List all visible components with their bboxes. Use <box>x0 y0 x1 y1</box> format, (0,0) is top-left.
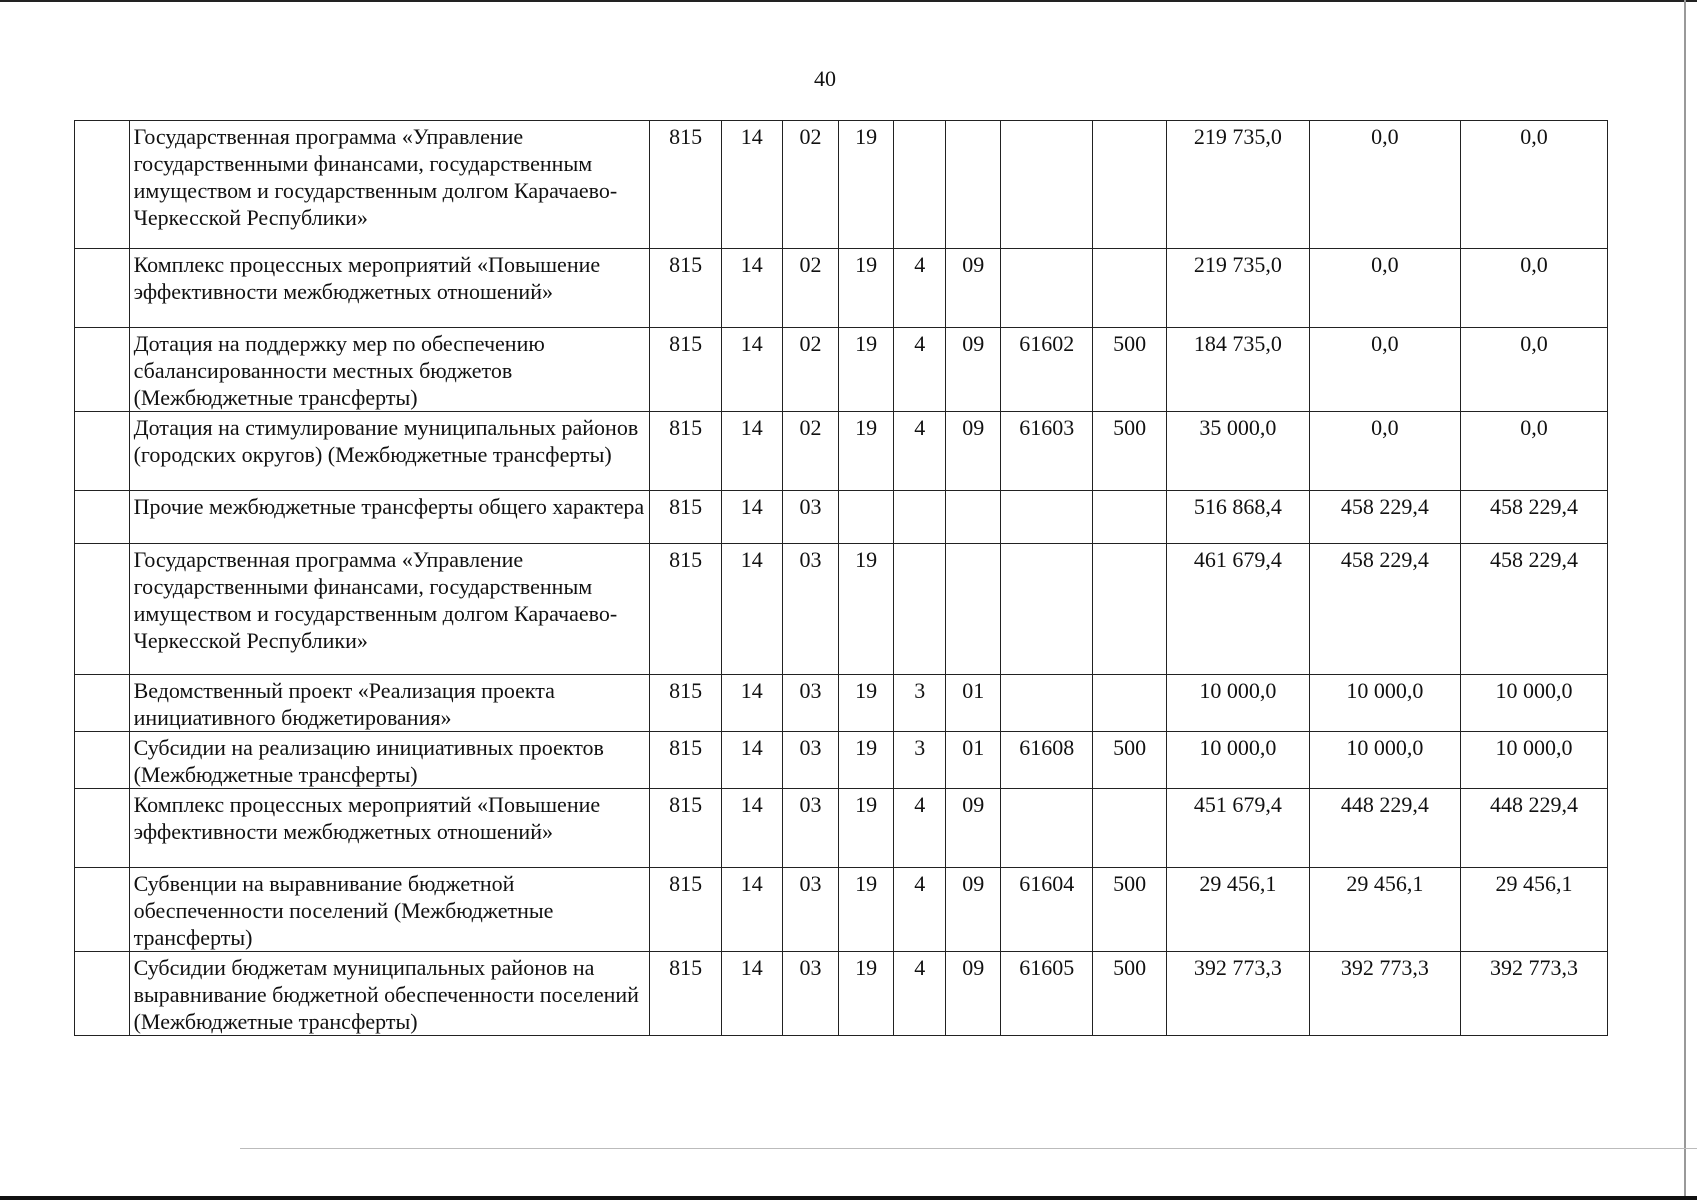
amount-year-3-cell: 29 456,1 <box>1460 868 1607 952</box>
amount-year-1-cell: 35 000,0 <box>1166 412 1309 491</box>
table-row <box>75 491 1608 544</box>
table-row <box>75 412 1608 491</box>
table-row <box>75 544 1608 675</box>
direction-code-cell <box>1001 789 1093 868</box>
subsection-code-cell: 03 <box>782 952 839 1036</box>
direction-code-cell <box>1001 491 1093 544</box>
subsection-code-cell: 03 <box>782 544 839 675</box>
amount-year-3-cell: 448 229,4 <box>1460 789 1607 868</box>
subsection-code-cell: 03 <box>782 675 839 732</box>
subsection-code-cell: 02 <box>782 121 839 249</box>
expense-type-code-cell: 500 <box>1093 952 1167 1036</box>
item-name-cell: Субсидии на реализацию инициативных проектов (Межбюджетные трансферты) <box>129 732 650 789</box>
section-code-cell: 14 <box>721 121 782 249</box>
direction-code-cell <box>1001 544 1093 675</box>
expense-type-code-cell <box>1093 544 1167 675</box>
activity-code-cell: 09 <box>946 868 1001 952</box>
row-number-cell <box>75 868 130 952</box>
amount-year-3-cell: 0,0 <box>1460 412 1607 491</box>
section-code-cell: 14 <box>721 328 782 412</box>
item-name-cell: Государственная программа «Управление государственными финансами, государственным имуществом и государственным долгом Карачаево-Черкесской Республики» <box>129 544 650 675</box>
activity-code-cell: 09 <box>946 412 1001 491</box>
activity-code-cell: 09 <box>946 952 1001 1036</box>
program-code-cell: 19 <box>839 249 894 328</box>
footer-faint-line <box>240 1148 1697 1149</box>
item-name-cell: Комплекс процессных мероприятий «Повышение эффективности межбюджетных отношений» <box>129 789 650 868</box>
activity-code-cell: 09 <box>946 789 1001 868</box>
item-name-cell: Прочие межбюджетные трансферты общего характера <box>129 491 650 544</box>
gr-code-cell: 815 <box>650 789 721 868</box>
expense-type-code-cell <box>1093 675 1167 732</box>
amount-year-3-cell: 0,0 <box>1460 249 1607 328</box>
subprogram-code-cell <box>893 121 945 249</box>
row-number-cell <box>75 491 130 544</box>
amount-year-2-cell: 0,0 <box>1309 328 1460 412</box>
program-code-cell: 19 <box>839 412 894 491</box>
amount-year-2-cell: 10 000,0 <box>1309 732 1460 789</box>
table-body <box>75 121 1608 1036</box>
direction-code-cell <box>1001 249 1093 328</box>
amount-year-1-cell: 29 456,1 <box>1166 868 1309 952</box>
section-code-cell: 14 <box>721 732 782 789</box>
amount-year-1-cell: 451 679,4 <box>1166 789 1309 868</box>
top-border-line <box>0 0 1697 2</box>
subprogram-code-cell: 3 <box>893 732 945 789</box>
table-row <box>75 675 1608 732</box>
program-code-cell: 19 <box>839 121 894 249</box>
section-code-cell: 14 <box>721 491 782 544</box>
table-row <box>75 732 1608 789</box>
amount-year-2-cell: 448 229,4 <box>1309 789 1460 868</box>
gr-code-cell: 815 <box>650 412 721 491</box>
gr-code-cell: 815 <box>650 732 721 789</box>
item-name-cell: Дотация на стимулирование муниципальных районов (городских округов) (Межбюджетные трансферты) <box>129 412 650 491</box>
expense-type-code-cell <box>1093 491 1167 544</box>
subsection-code-cell: 03 <box>782 491 839 544</box>
gr-code-cell: 815 <box>650 328 721 412</box>
item-name-cell: Дотация на поддержку мер по обеспечению сбалансированности местных бюджетов (Межбюджетные трансферты) <box>129 328 650 412</box>
direction-code-cell: 61608 <box>1001 732 1093 789</box>
right-scan-edge <box>1684 0 1686 1200</box>
activity-code-cell: 01 <box>946 732 1001 789</box>
row-number-cell <box>75 675 130 732</box>
section-code-cell: 14 <box>721 952 782 1036</box>
amount-year-3-cell: 0,0 <box>1460 121 1607 249</box>
direction-code-cell <box>1001 121 1093 249</box>
subprogram-code-cell: 3 <box>893 675 945 732</box>
subprogram-code-cell: 4 <box>893 868 945 952</box>
expense-type-code-cell <box>1093 121 1167 249</box>
program-code-cell: 19 <box>839 789 894 868</box>
amount-year-3-cell: 458 229,4 <box>1460 491 1607 544</box>
gr-code-cell: 815 <box>650 249 721 328</box>
gr-code-cell: 815 <box>650 491 721 544</box>
table-row <box>75 121 1608 249</box>
expense-type-code-cell: 500 <box>1093 412 1167 491</box>
direction-code-cell: 61605 <box>1001 952 1093 1036</box>
row-number-cell <box>75 952 130 1036</box>
row-number-cell <box>75 121 130 249</box>
activity-code-cell: 01 <box>946 675 1001 732</box>
expense-type-code-cell <box>1093 789 1167 868</box>
direction-code-cell: 61602 <box>1001 328 1093 412</box>
budget-table <box>74 120 1608 1036</box>
amount-year-2-cell: 0,0 <box>1309 121 1460 249</box>
gr-code-cell: 815 <box>650 544 721 675</box>
amount-year-3-cell: 0,0 <box>1460 328 1607 412</box>
amount-year-1-cell: 461 679,4 <box>1166 544 1309 675</box>
gr-code-cell: 815 <box>650 121 721 249</box>
direction-code-cell: 61603 <box>1001 412 1093 491</box>
activity-code-cell <box>946 121 1001 249</box>
subsection-code-cell: 03 <box>782 868 839 952</box>
row-number-cell <box>75 249 130 328</box>
subprogram-code-cell: 4 <box>893 412 945 491</box>
subprogram-code-cell: 4 <box>893 249 945 328</box>
section-code-cell: 14 <box>721 249 782 328</box>
subsection-code-cell: 03 <box>782 789 839 868</box>
amount-year-2-cell: 458 229,4 <box>1309 544 1460 675</box>
amount-year-3-cell: 392 773,3 <box>1460 952 1607 1036</box>
row-number-cell <box>75 544 130 675</box>
expense-type-code-cell: 500 <box>1093 868 1167 952</box>
amount-year-1-cell: 10 000,0 <box>1166 732 1309 789</box>
subprogram-code-cell <box>893 491 945 544</box>
section-code-cell: 14 <box>721 789 782 868</box>
program-code-cell: 19 <box>839 544 894 675</box>
program-code-cell: 19 <box>839 675 894 732</box>
bottom-border-line <box>0 1196 1697 1200</box>
amount-year-1-cell: 516 868,4 <box>1166 491 1309 544</box>
amount-year-3-cell: 10 000,0 <box>1460 732 1607 789</box>
amount-year-1-cell: 392 773,3 <box>1166 952 1309 1036</box>
amount-year-2-cell: 392 773,3 <box>1309 952 1460 1036</box>
subprogram-code-cell: 4 <box>893 952 945 1036</box>
amount-year-3-cell: 458 229,4 <box>1460 544 1607 675</box>
row-number-cell <box>75 732 130 789</box>
subsection-code-cell: 02 <box>782 412 839 491</box>
amount-year-1-cell: 184 735,0 <box>1166 328 1309 412</box>
amount-year-2-cell: 29 456,1 <box>1309 868 1460 952</box>
subsection-code-cell: 02 <box>782 328 839 412</box>
item-name-cell: Субвенции на выравнивание бюджетной обеспеченности поселений (Межбюджетные трансферты) <box>129 868 650 952</box>
section-code-cell: 14 <box>721 412 782 491</box>
activity-code-cell: 09 <box>946 249 1001 328</box>
expense-type-code-cell <box>1093 249 1167 328</box>
table-row <box>75 952 1608 1036</box>
item-name-cell: Государственная программа «Управление государственными финансами, государственным имуществом и государственным долгом Карачаево-Черкесской Республики» <box>129 121 650 249</box>
program-code-cell: 19 <box>839 328 894 412</box>
row-number-cell <box>75 789 130 868</box>
program-code-cell: 19 <box>839 868 894 952</box>
program-code-cell <box>839 491 894 544</box>
amount-year-3-cell: 10 000,0 <box>1460 675 1607 732</box>
direction-code-cell: 61604 <box>1001 868 1093 952</box>
gr-code-cell: 815 <box>650 952 721 1036</box>
direction-code-cell <box>1001 675 1093 732</box>
table-row <box>75 789 1608 868</box>
amount-year-1-cell: 10 000,0 <box>1166 675 1309 732</box>
row-number-cell <box>75 328 130 412</box>
subsection-code-cell: 03 <box>782 732 839 789</box>
program-code-cell: 19 <box>839 952 894 1036</box>
page-number: 40 <box>814 66 836 91</box>
amount-year-2-cell: 0,0 <box>1309 249 1460 328</box>
row-number-cell <box>75 412 130 491</box>
amount-year-1-cell: 219 735,0 <box>1166 121 1309 249</box>
amount-year-1-cell: 219 735,0 <box>1166 249 1309 328</box>
program-code-cell: 19 <box>839 732 894 789</box>
amount-year-2-cell: 458 229,4 <box>1309 491 1460 544</box>
subprogram-code-cell <box>893 544 945 675</box>
item-name-cell: Комплекс процессных мероприятий «Повышение эффективности межбюджетных отношений» <box>129 249 650 328</box>
subprogram-code-cell: 4 <box>893 328 945 412</box>
amount-year-2-cell: 10 000,0 <box>1309 675 1460 732</box>
subsection-code-cell: 02 <box>782 249 839 328</box>
subprogram-code-cell: 4 <box>893 789 945 868</box>
activity-code-cell <box>946 544 1001 675</box>
activity-code-cell: 09 <box>946 328 1001 412</box>
activity-code-cell <box>946 491 1001 544</box>
item-name-cell: Субсидии бюджетам муниципальных районов на выравнивание бюджетной обеспеченности поселений (Межбюджетные трансферты) <box>129 952 650 1036</box>
section-code-cell: 14 <box>721 544 782 675</box>
section-code-cell: 14 <box>721 868 782 952</box>
gr-code-cell: 815 <box>650 868 721 952</box>
table-row <box>75 249 1608 328</box>
item-name-cell: Ведомственный проект «Реализация проекта инициативного бюджетирования» <box>129 675 650 732</box>
gr-code-cell: 815 <box>650 675 721 732</box>
table-row <box>75 868 1608 952</box>
expense-type-code-cell: 500 <box>1093 328 1167 412</box>
expense-type-code-cell: 500 <box>1093 732 1167 789</box>
table-row <box>75 328 1608 412</box>
section-code-cell: 14 <box>721 675 782 732</box>
amount-year-2-cell: 0,0 <box>1309 412 1460 491</box>
